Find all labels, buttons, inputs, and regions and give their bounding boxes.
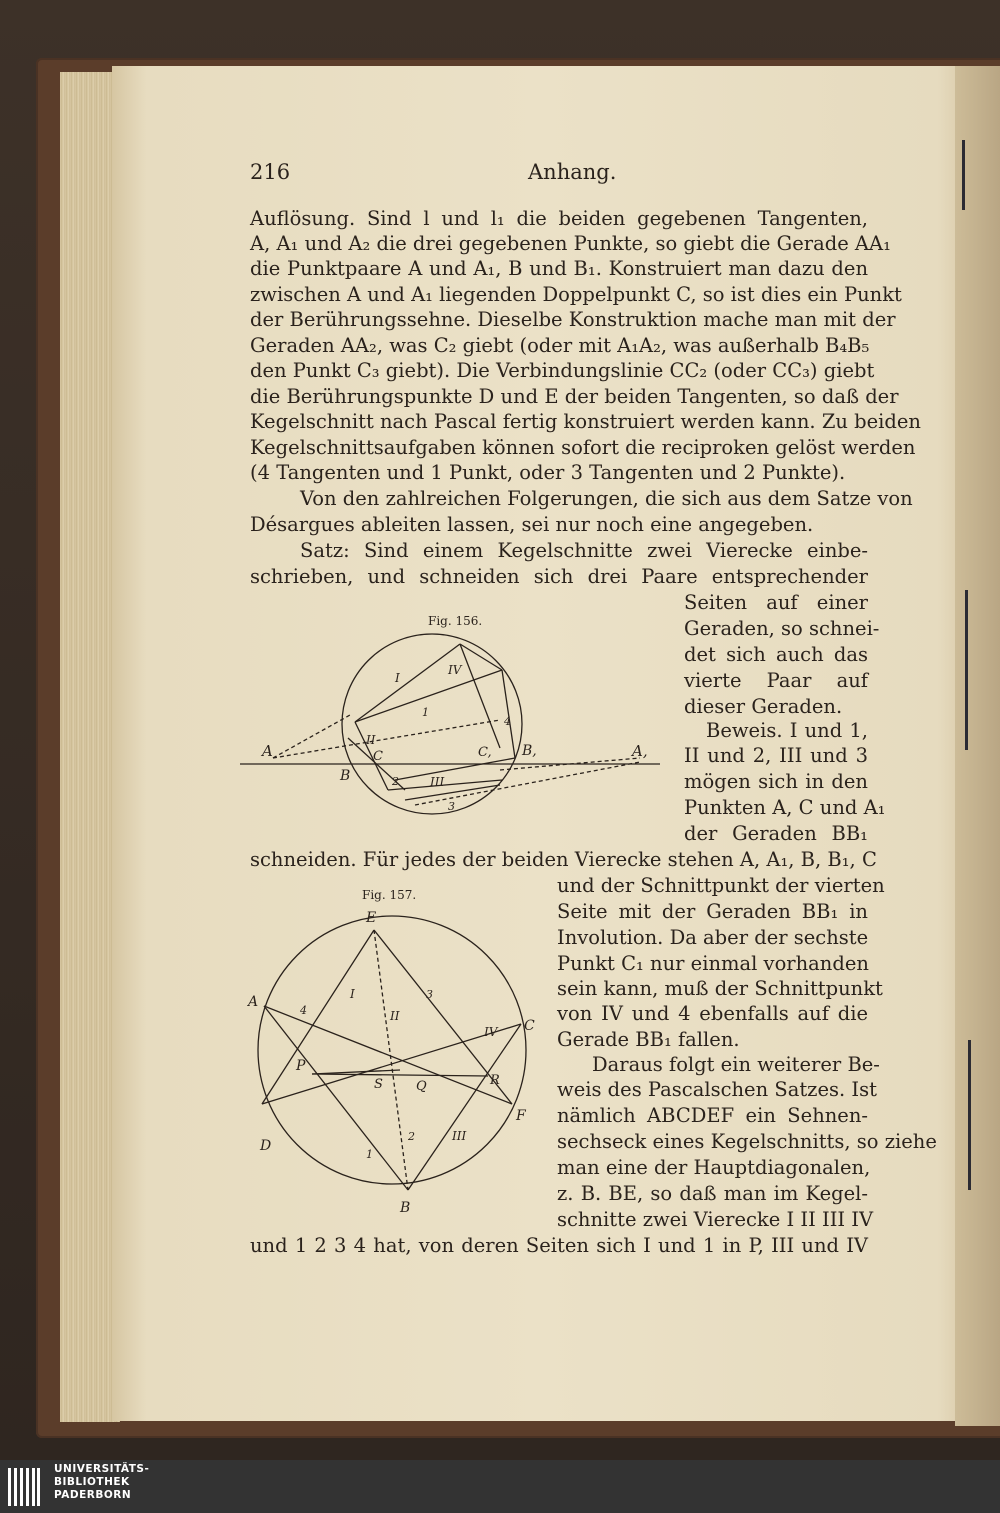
page-edges <box>60 72 120 1422</box>
text-line: det sich auch das <box>684 643 868 666</box>
text-line: schrieben, und schneiden sich drei Paare entsprechender <box>250 565 868 588</box>
text-line: den Punkt C₃ giebt). Die Verbindungslinie CC₂ (oder CC₃) giebt <box>250 359 875 382</box>
text-line: vierte Paar auf <box>684 669 868 692</box>
library-name-line: PADERBORN <box>54 1489 132 1501</box>
text-line: Punkten A, C und A₁ <box>684 796 886 819</box>
text-line: schneiden. Für jedes der beiden Vierecke stehen A, A₁, B, B₁, C <box>250 848 877 871</box>
figure-label: A <box>248 994 259 1010</box>
text-line: Désargues ableiten lassen, sei nur noch eine angegeben. <box>250 513 814 536</box>
text-line: Seiten auf einer <box>684 591 868 614</box>
text-line: sechseck eines Kegelschnitts, so ziehe <box>557 1130 937 1153</box>
text-line: z. B. BE, so daß man im Kegel- <box>557 1182 868 1205</box>
binding-thread <box>968 1040 971 1190</box>
text-line: Seite mit der Geraden BB₁ in <box>557 900 868 923</box>
text-line: Satz: Sind einem Kegelschnitte zwei Vierecke einbe- <box>300 539 868 562</box>
text-line: Kegelschnittsaufgaben können sofort die reciproken gelöst werden <box>250 436 916 459</box>
text-line: Geraden, so schnei- <box>684 617 880 640</box>
figure-label: IV <box>484 1025 498 1039</box>
figure-label: 3 <box>448 800 455 813</box>
figure-caption: Fig. 156. <box>428 614 483 628</box>
text-line: Beweis. I und 1, <box>706 719 868 742</box>
figure-label: I <box>350 987 355 1001</box>
text-line: sein kann, muß der Schnittpunkt <box>557 977 883 1000</box>
figure-157 <box>240 904 540 1214</box>
text-line: nämlich ABCDEF ein Sehnen- <box>557 1104 868 1127</box>
text-line: der Geraden BB₁ <box>684 822 868 845</box>
text-line: Von den zahlreichen Folgerungen, die sich aus dem Satze von <box>300 487 913 510</box>
figure-label: 4 <box>504 715 511 728</box>
text-line: Involution. Da aber der sechste <box>557 926 869 949</box>
figure-label: Q <box>416 1079 427 1094</box>
figure-label: A, <box>632 742 648 760</box>
binding-thread <box>962 140 965 210</box>
text-line: der Berührungssehne. Dieselbe Konstruktion mache man mit der <box>250 308 896 331</box>
text-line: die Berührungspunkte D und E der beiden Tangenten, so daß der <box>250 385 899 408</box>
figure-label: C, <box>478 745 492 760</box>
text-line: A, A₁ und A₂ die drei gegebenen Punkte, so giebt die Gerade AA₁ <box>250 232 891 255</box>
figure-label: C <box>524 1018 535 1034</box>
page-number: 216 <box>250 160 291 184</box>
library-logo-icon <box>8 1468 40 1506</box>
text-line: Geraden AA₂, was C₂ giebt (oder mit A₁A₂, was außerhalb B₄B₅ <box>250 334 870 357</box>
figure-label: 4 <box>300 1004 307 1017</box>
figure-label: A <box>262 742 273 760</box>
figure-label: I <box>395 671 400 685</box>
figure-label: 3 <box>426 988 433 1001</box>
text-line: II und 2, III und 3 <box>684 744 868 767</box>
figure-label: B <box>340 768 351 784</box>
library-name-line: UNIVERSITÄTS- <box>54 1463 150 1475</box>
text-line: die Punktpaare A und A₁, B und B₁. Konstruiert man dazu den <box>250 257 868 280</box>
figure-label: 2 <box>408 1130 415 1143</box>
figure-label: III <box>430 775 445 789</box>
library-name-line: BIBLIOTHEK <box>54 1476 130 1488</box>
figure-label: R <box>490 1073 500 1088</box>
figure-label: 1 <box>366 1148 373 1161</box>
text-line: Kegelschnitt nach Pascal fertig konstruiert werden kann. Zu beiden <box>250 410 921 433</box>
text-line: Gerade BB₁ fallen. <box>557 1028 740 1051</box>
text-line: und der Schnittpunkt der vierten <box>557 874 885 897</box>
figure-label: III <box>452 1129 467 1143</box>
figure-label: S <box>374 1077 383 1092</box>
text-line: zwischen A und A₁ liegenden Doppelpunkt C, so ist dies ein Punkt <box>250 283 902 306</box>
figure-label: 2 <box>392 775 399 788</box>
binding-thread <box>965 590 968 750</box>
text-line: und 1 2 3 4 hat, von deren Seiten sich I und 1 in P, III und IV <box>250 1234 868 1257</box>
text-line: mögen sich in den <box>684 770 868 793</box>
text-line: (4 Tangenten und 1 Punkt, oder 3 Tangenten und 2 Punkte). <box>250 461 846 484</box>
figure-label: E <box>366 910 377 926</box>
running-head: Anhang. <box>528 160 617 184</box>
figure-label: II <box>390 1009 400 1023</box>
figure-label: 1 <box>422 706 429 719</box>
text-line: dieser Geraden. <box>684 695 843 718</box>
figure-156 <box>240 630 670 830</box>
text-line: weis des Pascalschen Satzes. Ist <box>557 1078 877 1101</box>
page-gutter <box>955 66 1000 1426</box>
text-line: Punkt C₁ nur einmal vorhanden <box>557 952 869 975</box>
figure-caption: Fig. 157. <box>362 888 417 902</box>
figure-label: B <box>400 1200 411 1214</box>
figure-label: B, <box>522 743 537 759</box>
library-name <box>54 1463 149 1502</box>
figure-label: C <box>373 749 383 764</box>
figure-label: IV <box>448 663 462 677</box>
text-line: Auflösung. Sind l und l₁ die beiden gegebenen Tangenten, <box>250 207 868 230</box>
text-line: schnitte zwei Vierecke I II III IV <box>557 1208 874 1231</box>
text-line: man eine der Hauptdiagonalen, <box>557 1156 871 1179</box>
text-line: von IV und 4 ebenfalls auf die <box>557 1002 868 1025</box>
figure-label: D <box>260 1138 272 1154</box>
figure-label: P <box>296 1058 306 1074</box>
figure-label: II <box>366 733 376 747</box>
text-line: Daraus folgt ein weiterer Be- <box>592 1053 880 1076</box>
library-footer <box>0 1460 1000 1513</box>
figure-label: F <box>516 1108 526 1124</box>
